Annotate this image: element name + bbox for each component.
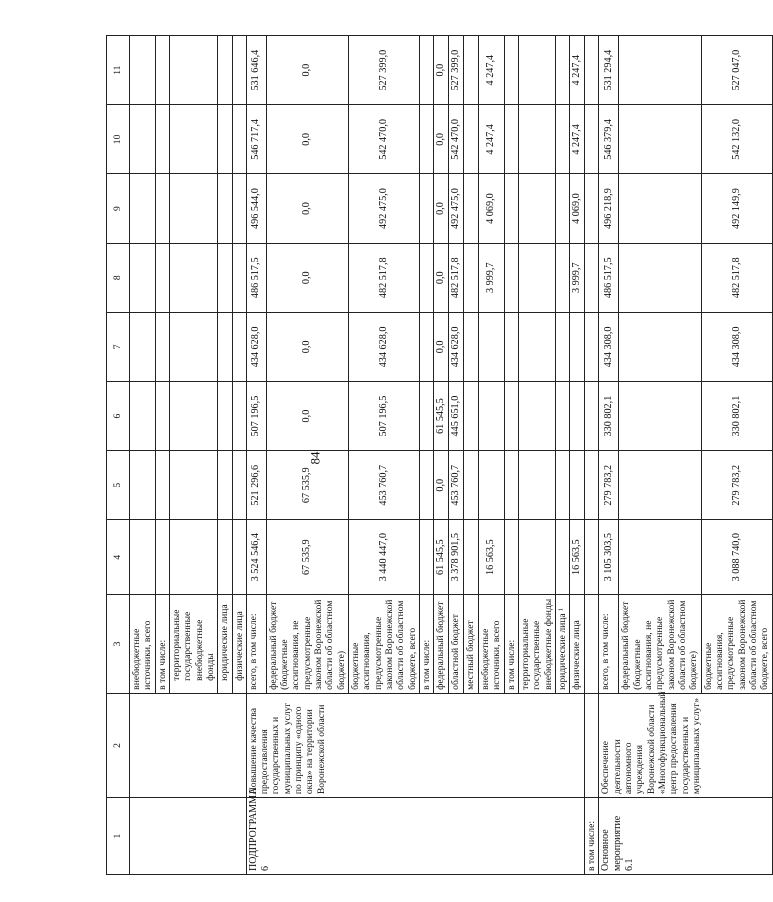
funding-source-cell: территориальные государственные внебюджетные фонды <box>169 595 217 694</box>
value-cell: 3 440 447,0 <box>349 520 420 595</box>
value-cell: 434 628,0 <box>449 312 464 381</box>
value-cell <box>504 243 518 312</box>
page-number: 84 <box>307 451 323 465</box>
value-cell <box>504 36 518 105</box>
value-cell <box>169 312 217 381</box>
value-cell <box>619 381 701 450</box>
value-cell <box>555 312 569 381</box>
value-cell: 496 544,0 <box>246 174 266 243</box>
value-cell <box>232 174 246 243</box>
funding-source-cell: юридические лица <box>218 595 232 694</box>
column-header: 4 <box>107 520 130 595</box>
value-cell <box>130 381 156 450</box>
value-cell <box>619 243 701 312</box>
column-header: 1 <box>107 798 130 875</box>
budget-table <box>106 35 773 875</box>
value-cell: 542 470,0 <box>449 105 464 174</box>
value-cell <box>419 381 433 450</box>
empty-cell <box>130 798 247 875</box>
value-cell <box>555 36 569 105</box>
value-cell <box>169 243 217 312</box>
funding-source-cell: бюджетные ассигнования, предусмотренные законом Воронежской области об областном бюджете, всего <box>701 595 772 694</box>
value-cell <box>464 381 478 450</box>
value-cell: 4 247,4 <box>478 36 504 105</box>
value-cell <box>155 451 169 520</box>
value-cell <box>570 381 585 450</box>
value-cell <box>232 243 246 312</box>
value-cell: 546 717,4 <box>246 105 266 174</box>
value-cell: 4 247,4 <box>570 36 585 105</box>
value-cell <box>130 36 156 105</box>
funding-source-cell: областной бюджет <box>449 595 464 694</box>
value-cell <box>232 36 246 105</box>
value-cell <box>232 451 246 520</box>
section-label-cell: в том числе: <box>585 798 599 875</box>
value-cell: 4 247,4 <box>570 105 585 174</box>
value-cell <box>218 174 232 243</box>
value-cell <box>130 312 156 381</box>
column-header: 5 <box>107 451 130 520</box>
value-cell <box>619 520 701 595</box>
value-cell <box>518 174 555 243</box>
value-cell <box>155 520 169 595</box>
value-cell: 67 535,9 <box>266 520 348 595</box>
funding-source-cell: федеральный бюджет (бюджетные ассигнования, не предусмотренные законом Воронежской области об областном бюджете) <box>619 595 701 694</box>
value-cell <box>169 36 217 105</box>
funding-source-cell: в том числе: <box>155 595 169 694</box>
funding-source-cell: федеральный бюджет <box>434 595 449 694</box>
empty-cell <box>585 381 599 450</box>
value-cell <box>555 105 569 174</box>
value-cell: 434 308,0 <box>701 312 772 381</box>
value-cell <box>130 451 156 520</box>
empty-cell <box>130 693 247 797</box>
value-cell: 16 563,5 <box>478 520 504 595</box>
empty-cell <box>585 36 599 105</box>
value-cell <box>619 174 701 243</box>
value-cell: 527 399,0 <box>449 36 464 105</box>
value-cell: 496 218,9 <box>599 174 619 243</box>
value-cell <box>169 451 217 520</box>
value-cell <box>504 312 518 381</box>
value-cell: 531 646,4 <box>246 36 266 105</box>
value-cell: 482 517,8 <box>449 243 464 312</box>
value-cell <box>169 105 217 174</box>
value-cell <box>218 243 232 312</box>
value-cell <box>478 451 504 520</box>
value-cell <box>478 312 504 381</box>
funding-source-cell: территориальные государственные внебюджетные фонды <box>518 595 555 694</box>
value-cell: 542 470,0 <box>349 105 420 174</box>
value-cell <box>419 243 433 312</box>
value-cell <box>478 381 504 450</box>
value-cell <box>155 174 169 243</box>
value-cell <box>419 105 433 174</box>
value-cell: 0,0 <box>434 36 449 105</box>
value-cell <box>464 312 478 381</box>
value-cell <box>555 243 569 312</box>
value-cell: 330 802,1 <box>701 381 772 450</box>
value-cell: 3 999,7 <box>570 243 585 312</box>
table-row <box>246 36 266 875</box>
value-cell: 0,0 <box>434 451 449 520</box>
funding-source-cell: местный бюджет <box>464 595 478 694</box>
value-cell: 0,0 <box>266 312 348 381</box>
empty-cell <box>585 105 599 174</box>
value-cell <box>130 520 156 595</box>
funding-source-cell: всего, в том числе: <box>599 595 619 694</box>
value-cell: 542 132,0 <box>701 105 772 174</box>
empty-cell <box>585 312 599 381</box>
value-cell <box>419 174 433 243</box>
empty-cell <box>585 520 599 595</box>
empty-cell <box>585 174 599 243</box>
value-cell <box>169 174 217 243</box>
value-cell <box>232 312 246 381</box>
value-cell <box>555 174 569 243</box>
column-header: 8 <box>107 243 130 312</box>
value-cell <box>504 174 518 243</box>
value-cell <box>218 451 232 520</box>
value-cell: 330 802,1 <box>599 381 619 450</box>
value-cell: 3 378 901,5 <box>449 520 464 595</box>
value-cell: 531 294,4 <box>599 36 619 105</box>
value-cell: 546 379,4 <box>599 105 619 174</box>
value-cell <box>504 451 518 520</box>
value-cell <box>504 105 518 174</box>
value-cell: 0,0 <box>266 381 348 450</box>
value-cell <box>232 381 246 450</box>
value-cell <box>518 381 555 450</box>
value-cell <box>555 520 569 595</box>
value-cell <box>619 36 701 105</box>
value-cell <box>130 243 156 312</box>
value-cell: 3 524 546,4 <box>246 520 266 595</box>
funding-source-cell: всего, в том числе: <box>246 595 266 694</box>
program-title-cell: Повышение качества предоставления государственных и муниципальных услуг по принципу «одного окна» на территории Воронежской области <box>246 693 584 797</box>
program-title-cell: Обеспечение деятельности автономного учреждения Воронежской области «Многофункциональный центр предоставления государственных и муниципальных услуг» <box>599 693 772 797</box>
value-cell: 67 535,9 <box>266 451 348 520</box>
value-cell: 0,0 <box>266 105 348 174</box>
column-header: 3 <box>107 595 130 694</box>
value-cell <box>518 451 555 520</box>
empty-cell <box>585 451 599 520</box>
value-cell <box>464 174 478 243</box>
value-cell <box>130 105 156 174</box>
funding-source-cell: внебюджетные источники, всего <box>130 595 156 694</box>
column-header: 11 <box>107 36 130 105</box>
value-cell <box>518 36 555 105</box>
value-cell: 482 517,8 <box>349 243 420 312</box>
value-cell <box>419 36 433 105</box>
column-header: 10 <box>107 105 130 174</box>
value-cell <box>130 174 156 243</box>
column-header: 6 <box>107 381 130 450</box>
value-cell: 434 308,0 <box>599 312 619 381</box>
value-cell: 0,0 <box>266 243 348 312</box>
value-cell <box>218 520 232 595</box>
value-cell: 16 563,5 <box>570 520 585 595</box>
value-cell <box>464 105 478 174</box>
funding-source-cell: федеральный бюджет (бюджетные ассигнования, не предусмотренные законом Воронежской области об областном бюджете) <box>266 595 348 694</box>
value-cell: 3 999,7 <box>478 243 504 312</box>
column-header: 2 <box>107 693 130 797</box>
funding-source-cell: бюджетные ассигнования, предусмотренные законом Воронежской области об областном бюджете, всего <box>349 595 420 694</box>
value-cell: 482 517,8 <box>701 243 772 312</box>
value-cell <box>555 381 569 450</box>
value-cell: 434 628,0 <box>246 312 266 381</box>
value-cell <box>169 520 217 595</box>
value-cell <box>518 312 555 381</box>
empty-cell <box>585 693 599 797</box>
value-cell: 3 105 303,5 <box>599 520 619 595</box>
value-cell <box>155 243 169 312</box>
funding-source-cell: физические лица <box>232 595 246 694</box>
value-cell <box>518 105 555 174</box>
value-cell <box>155 36 169 105</box>
value-cell <box>155 105 169 174</box>
funding-source-cell: физические лица <box>570 595 585 694</box>
value-cell: 453 760,7 <box>349 451 420 520</box>
rotated-table-container <box>106 35 771 875</box>
value-cell: 0,0 <box>434 174 449 243</box>
value-cell <box>419 451 433 520</box>
value-cell <box>619 451 701 520</box>
funding-source-cell: в том числе: <box>419 595 433 694</box>
column-header: 9 <box>107 174 130 243</box>
program-name-cell: ПОДПРОГРАММА 6 <box>246 798 584 875</box>
value-cell <box>169 381 217 450</box>
funding-source-cell: внебюджетные источники, всего <box>478 595 504 694</box>
value-cell <box>518 243 555 312</box>
value-cell <box>504 381 518 450</box>
value-cell <box>218 312 232 381</box>
value-cell: 492 149,9 <box>701 174 772 243</box>
value-cell: 0,0 <box>434 243 449 312</box>
empty-cell <box>585 595 599 694</box>
value-cell: 492 475,0 <box>449 174 464 243</box>
value-cell <box>232 520 246 595</box>
value-cell: 0,0 <box>266 36 348 105</box>
value-cell: 4 069,0 <box>478 174 504 243</box>
value-cell: 486 517,5 <box>599 243 619 312</box>
value-cell: 279 783,2 <box>701 451 772 520</box>
value-cell: 0,0 <box>266 174 348 243</box>
value-cell <box>504 520 518 595</box>
value-cell: 507 196,5 <box>246 381 266 450</box>
value-cell: 0,0 <box>434 312 449 381</box>
value-cell <box>218 36 232 105</box>
value-cell: 445 651,0 <box>449 381 464 450</box>
value-cell: 61 545,5 <box>434 520 449 595</box>
header-row <box>107 36 130 875</box>
value-cell <box>419 312 433 381</box>
value-cell <box>555 451 569 520</box>
value-cell <box>232 105 246 174</box>
value-cell: 453 760,7 <box>449 451 464 520</box>
value-cell <box>570 451 585 520</box>
value-cell: 4 247,4 <box>478 105 504 174</box>
value-cell <box>155 312 169 381</box>
table-row <box>599 36 619 875</box>
value-cell <box>464 520 478 595</box>
funding-source-cell: в том числе: <box>504 595 518 694</box>
empty-cell <box>585 243 599 312</box>
value-cell <box>419 520 433 595</box>
value-cell: 492 475,0 <box>349 174 420 243</box>
value-cell: 527 399,0 <box>349 36 420 105</box>
value-cell: 486 517,5 <box>246 243 266 312</box>
value-cell: 0,0 <box>434 105 449 174</box>
value-cell <box>619 312 701 381</box>
funding-source-cell: юридические лица ¹ <box>555 595 569 694</box>
value-cell: 507 196,5 <box>349 381 420 450</box>
table-row <box>130 36 156 875</box>
value-cell: 279 783,2 <box>599 451 619 520</box>
value-cell <box>570 312 585 381</box>
value-cell <box>464 451 478 520</box>
value-cell: 4 069,0 <box>570 174 585 243</box>
value-cell: 434 628,0 <box>349 312 420 381</box>
value-cell <box>518 520 555 595</box>
value-cell <box>464 36 478 105</box>
value-cell <box>218 381 232 450</box>
table-row <box>585 36 599 875</box>
program-name-cell: Основное мероприятие 6.1 <box>599 798 772 875</box>
value-cell: 61 545,5 <box>434 381 449 450</box>
value-cell <box>619 105 701 174</box>
value-cell: 527 047,0 <box>701 36 772 105</box>
value-cell <box>155 381 169 450</box>
value-cell <box>464 243 478 312</box>
value-cell: 3 088 740,0 <box>701 520 772 595</box>
value-cell: 521 296,6 <box>246 451 266 520</box>
value-cell <box>218 105 232 174</box>
column-header: 7 <box>107 312 130 381</box>
